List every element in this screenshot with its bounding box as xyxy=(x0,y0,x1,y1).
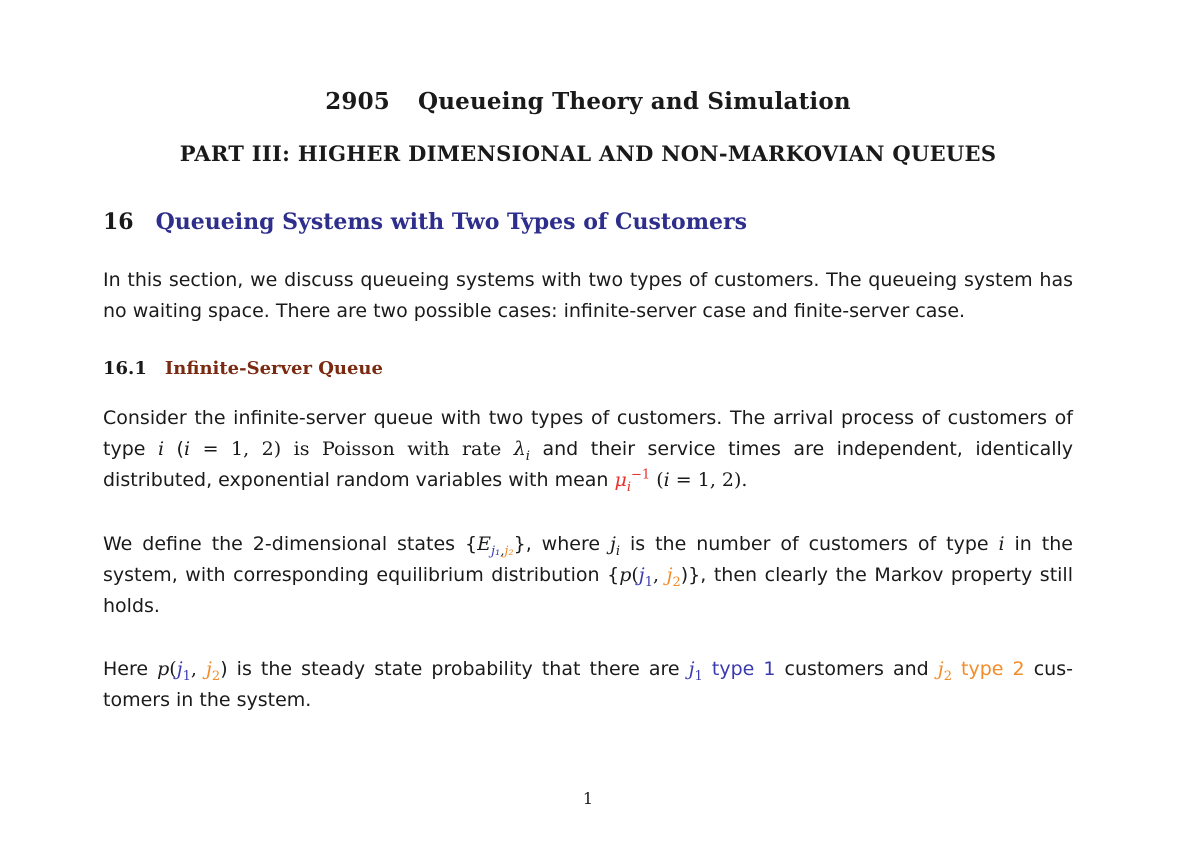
math-i: i xyxy=(998,533,1005,555)
math-subscript: 2 xyxy=(672,574,681,590)
type2-label: type 2 xyxy=(951,658,1025,680)
math-E: E xyxy=(477,533,491,555)
subsection-heading xyxy=(103,358,383,379)
math-subscript: j₂ xyxy=(504,543,514,559)
math-j1: j xyxy=(688,658,695,680)
course-name: Queueing Theory and Simulation xyxy=(418,88,851,115)
text-run: ) is the steady state probability that there are xyxy=(220,658,689,680)
text-run: customers and xyxy=(775,658,938,680)
math-paren: ( xyxy=(169,658,177,680)
text-run: = 1, 2). xyxy=(669,469,748,491)
math-subscript: i xyxy=(626,479,632,495)
math-i: i xyxy=(663,469,670,491)
math-j: j xyxy=(609,533,616,555)
course-number: 2905 xyxy=(325,88,391,115)
math-subscript: 1 xyxy=(182,668,191,684)
text-run: ( xyxy=(164,438,184,460)
section-title-text: Queueing Systems with Two Types of Customers xyxy=(155,209,747,235)
text-run: )}, then clearly the Markov property still holds. xyxy=(103,564,1073,617)
arrival-paragraph xyxy=(103,403,1073,496)
math-lambda: λ xyxy=(513,438,526,460)
course-title xyxy=(0,88,1176,115)
math-comma: , xyxy=(190,658,207,680)
subsection-title-text: Infinite-Server Queue xyxy=(164,358,383,379)
text-run: }, where xyxy=(513,533,610,555)
text-run: Here xyxy=(103,658,158,680)
type1-label: type 1 xyxy=(702,658,776,680)
text-run: ( xyxy=(650,469,664,491)
text-run: in the system, with corresponding equilibrium distribution { xyxy=(103,533,1073,586)
text-run: cus-tomers in the system. xyxy=(103,658,1073,711)
intro-paragraph: In this section, we discuss queueing systems with two types of customers. The queueing system has no waiting space. There are two possible cases: infinite-server case and finite-server case. xyxy=(103,269,1073,322)
text-run: is the number of customers of type xyxy=(620,533,999,555)
page-number: 1 xyxy=(582,789,594,808)
states-paragraph xyxy=(103,529,1073,622)
math-j2: j xyxy=(206,658,212,680)
math-i: i xyxy=(183,438,191,460)
math-j2: j xyxy=(937,658,944,680)
math-subscript: i xyxy=(525,448,530,464)
math-j1: j xyxy=(176,658,183,680)
math-p: p xyxy=(619,564,632,586)
math-superscript: −1 xyxy=(631,467,651,483)
math-subscript: 2 xyxy=(211,668,221,684)
math-mu: μ xyxy=(614,469,627,491)
math-p: p xyxy=(157,658,170,680)
math-subscript: , xyxy=(500,543,505,559)
math-comma: , xyxy=(652,564,667,586)
part-title: PART III: HIGHER DIMENSIONAL AND NON-MARKOVIAN QUEUES xyxy=(179,141,997,166)
text-run: and their service times are independent, identically distributed, exponential random variables with mean xyxy=(103,438,1074,491)
text-run: = 1, 2) is Poisson with rate xyxy=(190,438,514,460)
math-i: i xyxy=(157,438,165,460)
math-subscript: 1 xyxy=(694,668,703,684)
math-subscript: i xyxy=(615,543,621,559)
math-j1: j xyxy=(638,564,645,586)
text-run: We define the 2-dimensional states { xyxy=(103,533,478,555)
section-number: 16 xyxy=(103,209,134,235)
math-subscript: 1 xyxy=(644,574,653,590)
math-subscript: j₁ xyxy=(490,543,501,559)
subsection-number: 16.1 xyxy=(103,358,147,379)
text-run: Consider the infinite-server queue with two types of customers. The arrival process of customers of type xyxy=(103,407,1073,460)
section-heading xyxy=(103,209,747,235)
probability-paragraph xyxy=(103,654,1073,716)
math-subscript: 2 xyxy=(943,668,952,684)
math-j2: j xyxy=(666,564,673,586)
math-paren: ( xyxy=(631,564,639,586)
